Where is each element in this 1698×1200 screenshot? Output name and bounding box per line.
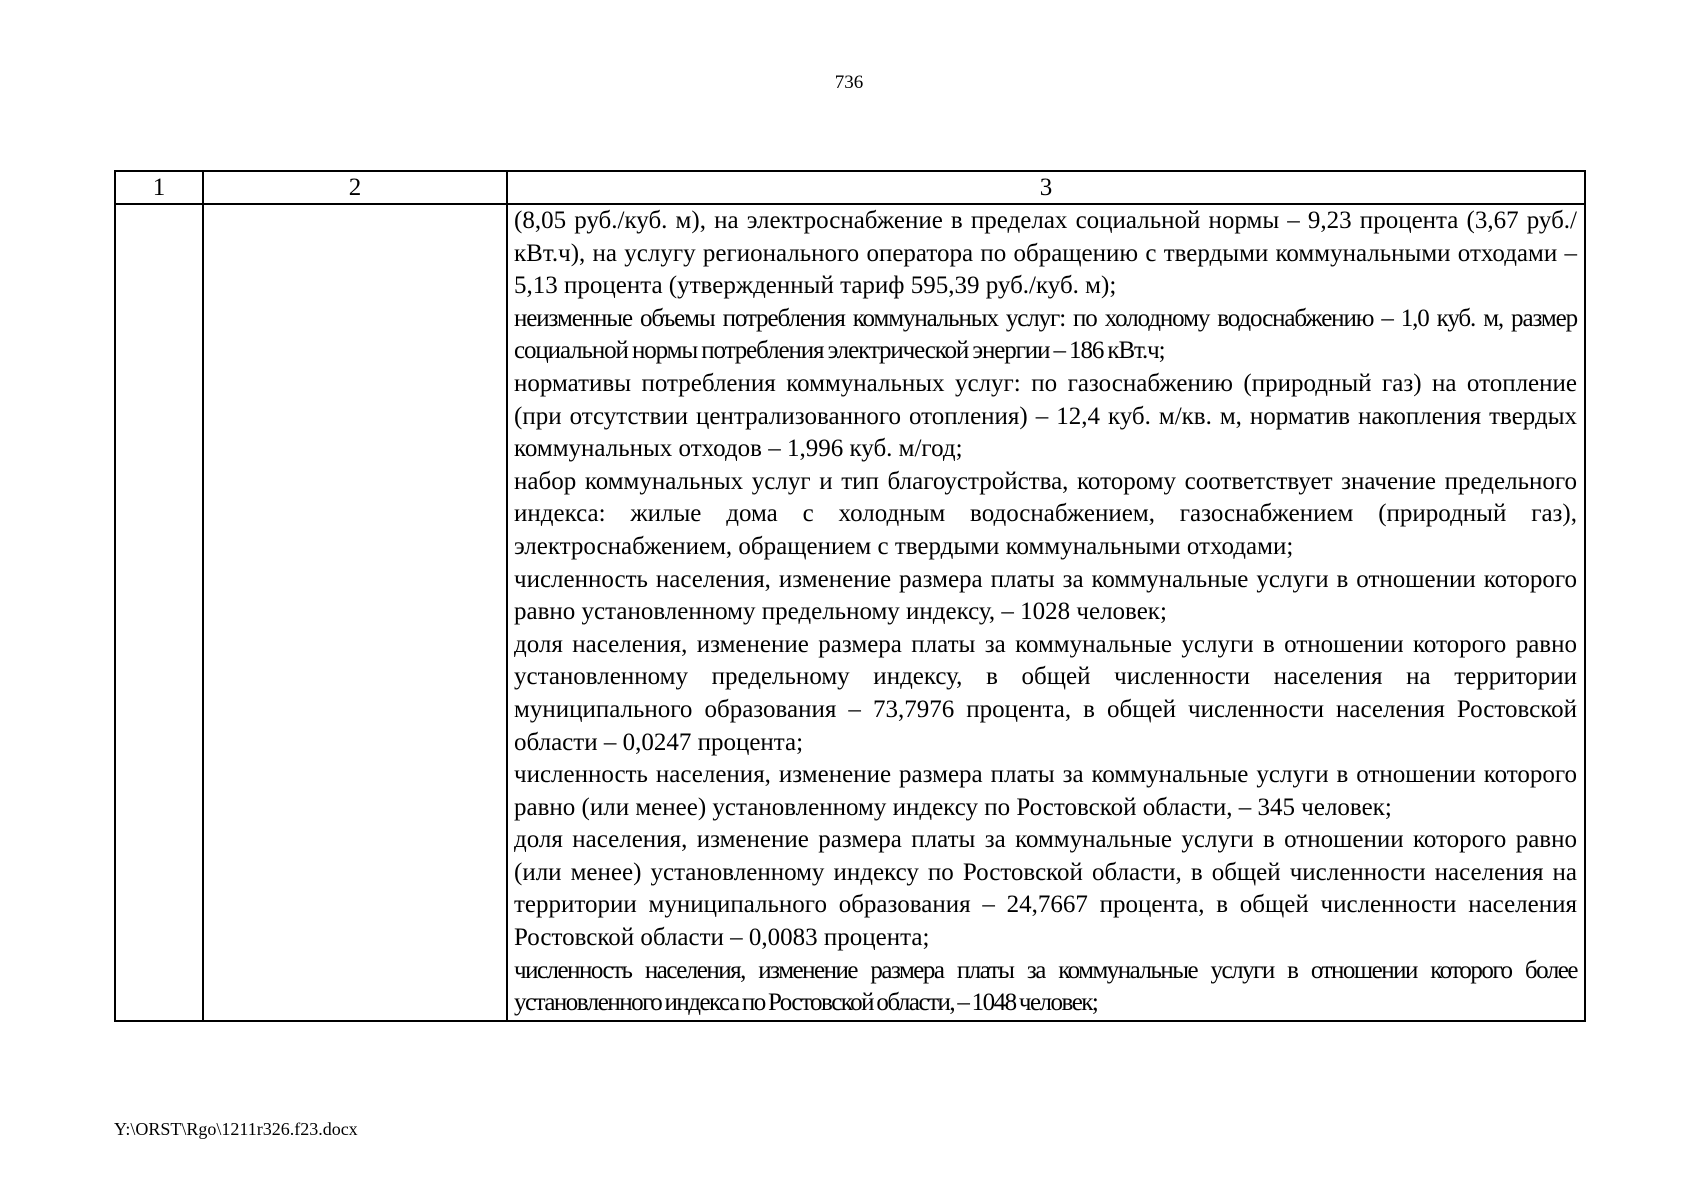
paragraph-share-equal-or-less: доля населения, изменение размера платы за коммунальные услуги в отношении которого равно (или менее) установленному индексу по Ростовской области, в общей численности населения на территории муниципального образования – 24,7667 процента, в общей численности населения Ростовской области – 0,0083 процента;: [514, 826, 1577, 952]
column-header-3: 3: [507, 171, 1585, 204]
column-header-2: 2: [203, 171, 507, 204]
paragraph-population-equal-limit: численность населения, изменение размера платы за коммунальные услуги в отношении которого равно установленному предельному индексу, – 1028 человек;: [514, 565, 1577, 626]
paragraph-tariffs: (8,05 руб./куб. м), на электроснабжение в пределах социальной нормы – 9,23 процента (3,67 руб./кВт.ч), на услугу регионального оператора по обращению с твердыми коммунальными отходами – 5,13 процента (утвержденный тариф 595,39 руб./куб. м);: [514, 207, 1577, 300]
paragraph-consumption-norms: нормативы потребления коммунальных услуг: по газоснабжению (природный газ) на отопление (при отсутствии централизованного отопления) – 12,4 куб. м/кв. м, норматив накопления твердых коммунальных отходов – 1,996 куб. м/год;: [514, 369, 1577, 463]
table-cell-col1: [115, 204, 203, 1021]
document-table: [114, 170, 1586, 1022]
column-header-1: 1: [115, 171, 203, 204]
file-path-footer: Y:\ORST\Rgo\1211r326.f23.docx: [114, 1119, 358, 1139]
page-number: 736: [834, 72, 864, 93]
paragraph-consumption-volumes: неизменные объемы потребления коммунальных услуг: по холодному водоснабжению – 1,0 куб. м, размер социальной нормы потребления электрической энергии – 186 кВт.ч;: [514, 304, 1577, 365]
paragraph-population-above: численность населения, изменение размера платы за коммунальные услуги в отношении которого более установленного индекса по Ростовской области, – 1048 человек;: [514, 956, 1577, 1017]
table-cell-col3: [507, 204, 1585, 1021]
table-header-row: [115, 171, 1585, 204]
paragraph-share-equal-limit: доля населения, изменение размера платы за коммунальные услуги в отношении которого равно установленному предельному индексу, в общей численности населения на территории муниципального образования – 73,7976 процента, в общей численности населения Ростовской области – 0,0247 процента;: [514, 630, 1577, 756]
table-cell-col2: [203, 204, 507, 1021]
paragraph-service-set: набор коммунальных услуг и тип благоустройства, которому соответствует значение предельного индекса: жилые дома с холодным водоснабжением, газоснабжением (природный газ), электроснабжением, обращением с твердыми коммунальными отходами;: [514, 467, 1577, 560]
table-row: [115, 204, 1585, 1021]
paragraph-population-equal-or-less: численность населения, изменение размера платы за коммунальные услуги в отношении которого равно (или менее) установленному индексу по Ростовской области, – 345 человек;: [514, 761, 1577, 821]
